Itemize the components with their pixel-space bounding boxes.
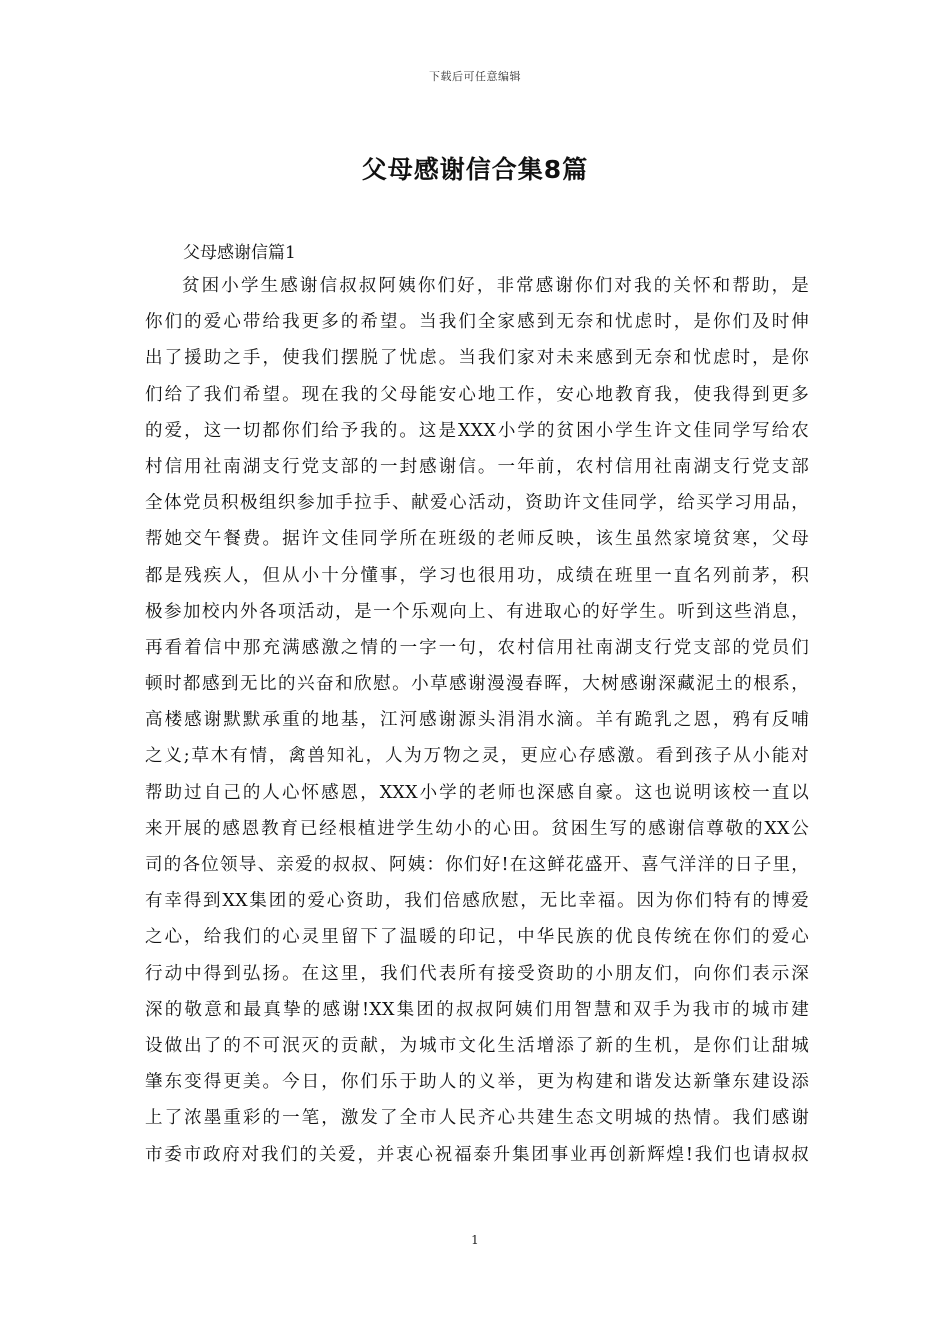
body-line: 帮她交午餐费。据许文佳同学所在班级的老师反映，该生虽然家境贫寒，父母	[145, 529, 809, 550]
letter-body	[145, 268, 809, 1173]
body-line: 们给了我们希望。现在我的父母能安心地工作，安心地教育我，使我得到更多	[145, 384, 809, 405]
body-line: 极参加校内外各项活动，是一个乐观向上、有进取心的好学生。听到这些消息，	[145, 601, 809, 622]
page-header-note: 下载后可任意编辑	[429, 70, 521, 83]
body-line: 之心，给我们的心灵里留下了温暖的印记，中华民族的优良传统在你们的爱心	[145, 927, 809, 948]
body-line: 肇东变得更美。今日，你们乐于助人的义举，更为构建和谐发达新肇东建设添	[145, 1072, 809, 1093]
body-line: 顿时都感到无比的兴奋和欣慰。小草感谢漫漫春晖，大树感谢深藏泥土的根系，	[145, 674, 809, 695]
body-line: 司的各位领导、亲爱的叔叔、阿姨：你们好!在这鲜花盛开、喜气洋洋的日子里，	[145, 855, 809, 875]
body-line: 的爱，这一切都你们给予我的。这是XXX小学的贫困小学生许文佳同学写给农	[145, 420, 809, 441]
section-heading: 父母感谢信篇1	[183, 243, 296, 263]
body-line: 再看着信中那充满感激之情的一字一句，农村信用社南湖支行党支部的党员们	[145, 637, 809, 658]
body-line: 上了浓墨重彩的一笔，激发了全市人民齐心共建生态文明城的热情。我们感谢	[145, 1108, 809, 1129]
body-line: 市委市政府对我们的关爱，并衷心祝福泰升集团事业再创新辉煌!我们也请叔叔	[145, 1144, 809, 1165]
body-line: 高楼感谢默默承重的地基，江河感谢源头涓涓水滴。羊有跪乳之恩，鸦有反哺	[145, 710, 809, 731]
body-line: 都是残疾人，但从小十分懂事，学习也很用功，成绩在班里一直名列前茅，积	[145, 565, 809, 586]
body-line: 来开展的感恩教育已经根植进学生幼小的心田。贫困生写的感谢信尊敬的XX公	[145, 818, 809, 839]
body-line: 设做出了的不可泯灭的贡献，为城市文化生活增添了新的生机，是你们让甜城	[145, 1035, 809, 1056]
body-line: 之义;草木有情，禽兽知礼，人为万物之灵，更应心存感激。看到孩子从小能对	[145, 746, 809, 767]
page-number: 1	[471, 1233, 479, 1247]
body-line: 出了援助之手，使我们摆脱了忧虑。当我们家对未来感到无奈和忧虑时，是你	[145, 348, 809, 369]
body-line: 你们的爱心带给我更多的希望。当我们全家感到无奈和忧虑时，是你们及时伸	[145, 312, 809, 333]
body-line: 贫困小学生感谢信叔叔阿姨你们好，非常感谢你们对我的关怀和帮助，是	[182, 276, 809, 296]
body-line: 深的敬意和最真挚的感谢!XX集团的叔叔阿姨们用智慧和双手为我市的城市建	[145, 999, 809, 1020]
document-title: 父母感谢信合集8篇	[361, 155, 589, 184]
body-line: 有幸得到XX集团的爱心资助，我们倍感欣慰，无比幸福。因为你们特有的博爱	[145, 891, 809, 912]
body-line: 帮助过自己的人心怀感恩，XXX小学的老师也深感自豪。这也说明该校一直以	[145, 782, 809, 803]
body-line: 行动中得到弘扬。在这里，我们代表所有接受资助的小朋友们，向你们表示深	[145, 963, 809, 984]
body-line: 村信用社南湖支行党支部的一封感谢信。一年前，农村信用社南湖支行党支部	[145, 456, 809, 477]
body-line: 全体党员积极组织参加手拉手、献爱心活动，资助许文佳同学，给买学习用品，	[145, 493, 809, 514]
